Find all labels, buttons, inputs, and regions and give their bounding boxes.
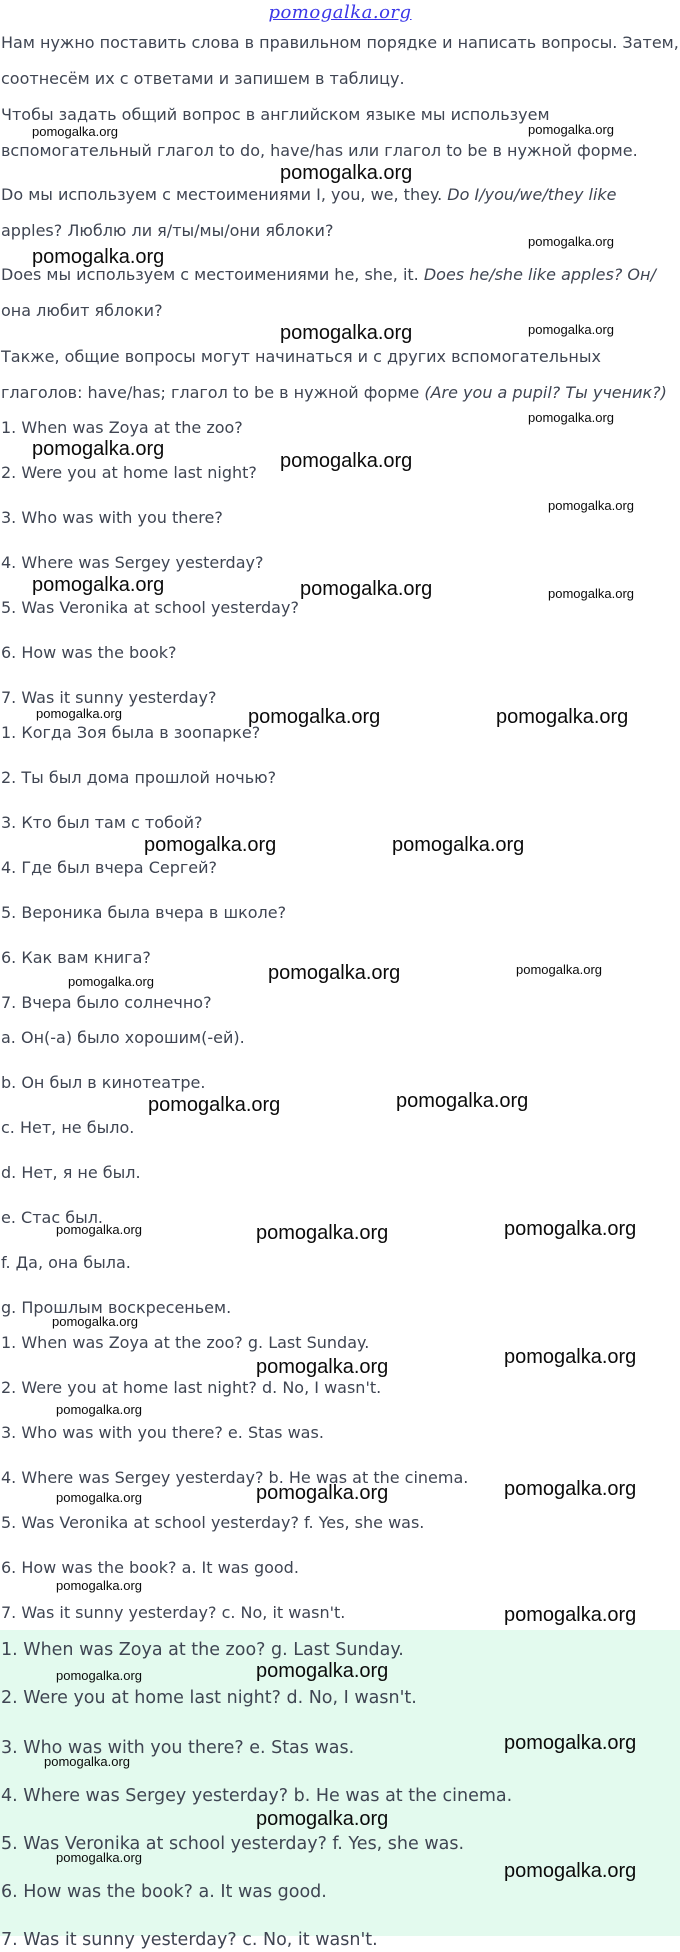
question-en: 7. Was it sunny yesterday? bbox=[1, 688, 217, 707]
intro-line: Нам нужно поставить слова в правильном порядке и написать вопросы. Затем, bbox=[1, 33, 679, 52]
watermark: pomogalka.org bbox=[280, 162, 413, 184]
matched-pair: 3. Who was with you there? e. Stas was. bbox=[1, 1423, 324, 1442]
intro-line: вспомогательный глагол to do, have/has или глагол to be в нужной форме. bbox=[1, 141, 638, 160]
watermark: pomogalka.org bbox=[496, 706, 629, 728]
intro-line: соотнесём их с ответами и запишем в таблицу. bbox=[1, 69, 405, 88]
intro-example: Do I/you/we/they like bbox=[447, 185, 617, 204]
intro-text: глаголов: have/has; глагол to be в нужной форме bbox=[1, 383, 425, 402]
watermark: pomogalka.org bbox=[44, 1754, 130, 1769]
answer-option: f. Да, она была. bbox=[1, 1253, 131, 1272]
site-link[interactable]: pomogalka.org bbox=[268, 2, 412, 23]
question-ru: 6. Как вам книга? bbox=[1, 948, 151, 967]
watermark: pomogalka.org bbox=[396, 1090, 529, 1112]
watermark: pomogalka.org bbox=[528, 322, 614, 337]
answer-table-row: 4. Where was Sergey yesterday? b. He was at the cinema. bbox=[1, 1786, 513, 1806]
matched-pair: 5. Was Veronika at school yesterday? f. Yes, she was. bbox=[1, 1513, 425, 1532]
intro-line bbox=[1, 382, 667, 404]
answer-option: a. Он(-а) было хорошим(-ей). bbox=[1, 1028, 245, 1047]
intro-example: apples? Люблю ли я/ты/мы/они яблоки? bbox=[1, 221, 334, 240]
watermark: pomogalka.org bbox=[504, 1478, 637, 1500]
question-en: 2. Were you at home last night? bbox=[1, 463, 257, 482]
question-ru: 5. Вероника была вчера в школе? bbox=[1, 903, 287, 922]
watermark: pomogalka.org bbox=[528, 410, 614, 425]
watermark: pomogalka.org bbox=[56, 1222, 142, 1237]
answer-option: b. Он был в кинотеатре. bbox=[1, 1073, 206, 1092]
watermark: pomogalka.org bbox=[68, 974, 154, 989]
watermark: pomogalka.org bbox=[268, 962, 401, 984]
watermark: pomogalka.org bbox=[56, 1490, 142, 1505]
answer-table-row: 3. Who was with you there? e. Stas was. bbox=[1, 1738, 355, 1758]
watermark: pomogalka.org bbox=[256, 1660, 389, 1682]
answer-table-row: 1. When was Zoya at the zoo? g. Last Sunday. bbox=[1, 1640, 404, 1660]
watermark: pomogalka.org bbox=[32, 574, 165, 596]
question-ru: 4. Где был вчера Сергей? bbox=[1, 858, 217, 877]
watermark: pomogalka.org bbox=[528, 122, 614, 137]
intro-line: Также, общие вопросы могут начинаться и с других вспомогательных bbox=[1, 347, 601, 366]
question-ru: 2. Ты был дома прошлой ночью? bbox=[1, 768, 277, 787]
watermark: pomogalka.org bbox=[56, 1668, 142, 1683]
watermark: pomogalka.org bbox=[144, 834, 277, 856]
watermark: pomogalka.org bbox=[56, 1578, 142, 1593]
intro-line bbox=[1, 184, 617, 206]
matched-pair: 6. How was the book? a. It was good. bbox=[1, 1558, 299, 1577]
watermark: pomogalka.org bbox=[516, 962, 602, 977]
watermark: pomogalka.org bbox=[392, 834, 525, 856]
matched-pair: 7. Was it sunny yesterday? c. No, it wasn't. bbox=[1, 1603, 346, 1622]
question-ru: 7. Вчера было солнечно? bbox=[1, 993, 212, 1012]
answer-option: g. Прошлым воскресеньем. bbox=[1, 1298, 232, 1317]
watermark: pomogalka.org bbox=[504, 1732, 637, 1754]
watermark: pomogalka.org bbox=[256, 1356, 389, 1378]
watermark: pomogalka.org bbox=[56, 1402, 142, 1417]
intro-example: (Are you a pupil? Ты ученик?) bbox=[424, 383, 667, 402]
matched-pair: 1. When was Zoya at the zoo? g. Last Sunday. bbox=[1, 1333, 370, 1352]
question-ru: 1. Когда Зоя была в зоопарке? bbox=[1, 723, 261, 742]
watermark: pomogalka.org bbox=[52, 1314, 138, 1329]
watermark: pomogalka.org bbox=[36, 706, 122, 721]
watermark: pomogalka.org bbox=[280, 322, 413, 344]
watermark: pomogalka.org bbox=[148, 1094, 281, 1116]
watermark: pomogalka.org bbox=[280, 450, 413, 472]
intro-text: Does мы используем с местоимениями he, she, it. bbox=[1, 265, 424, 284]
answer-table-row: 5. Was Veronika at school yesterday? f. Yes, she was. bbox=[1, 1834, 465, 1854]
watermark: pomogalka.org bbox=[528, 234, 614, 249]
answer-table-row: 2. Were you at home last night? d. No, I wasn't. bbox=[1, 1688, 417, 1708]
watermark: pomogalka.org bbox=[548, 586, 634, 601]
answer-option: e. Стас был. bbox=[1, 1208, 104, 1227]
question-en: 1. When was Zoya at the zoo? bbox=[1, 418, 243, 437]
intro-line: Чтобы задать общий вопрос в английском языке мы используем bbox=[1, 105, 550, 124]
watermark: pomogalka.org bbox=[504, 1604, 637, 1626]
question-en: 3. Who was with you there? bbox=[1, 508, 223, 527]
watermark: pomogalka.org bbox=[32, 246, 165, 268]
question-en: 4. Where was Sergey yesterday? bbox=[1, 553, 264, 572]
intro-text: Do мы используем с местоимениями I, you, we, they. bbox=[1, 185, 448, 204]
watermark: pomogalka.org bbox=[300, 578, 433, 600]
question-en: 5. Was Veronika at school yesterday? bbox=[1, 598, 299, 617]
intro-example: Does he/she like apples? Он/ bbox=[423, 265, 656, 284]
watermark: pomogalka.org bbox=[548, 498, 634, 513]
watermark: pomogalka.org bbox=[504, 1346, 637, 1368]
answer-option: d. Нет, я не был. bbox=[1, 1163, 141, 1182]
watermark: pomogalka.org bbox=[56, 1850, 142, 1865]
answer-table-row: 7. Was it sunny yesterday? c. No, it wasn't. bbox=[1, 1930, 378, 1950]
matched-pair: 4. Where was Sergey yesterday? b. He was at the cinema. bbox=[1, 1468, 469, 1487]
watermark: pomogalka.org bbox=[504, 1218, 637, 1240]
matched-pair: 2. Were you at home last night? d. No, I wasn't. bbox=[1, 1378, 382, 1397]
watermark: pomogalka.org bbox=[248, 706, 381, 728]
answer-table-row: 6. How was the book? a. It was good. bbox=[1, 1882, 327, 1902]
intro-example: она любит яблоки? bbox=[1, 301, 163, 320]
answer-option: c. Нет, не было. bbox=[1, 1118, 135, 1137]
watermark: pomogalka.org bbox=[256, 1808, 389, 1830]
watermark: pomogalka.org bbox=[32, 438, 165, 460]
watermark: pomogalka.org bbox=[32, 124, 118, 139]
question-ru: 3. Кто был там с тобой? bbox=[1, 813, 203, 832]
watermark: pomogalka.org bbox=[256, 1222, 389, 1244]
watermark: pomogalka.org bbox=[504, 1860, 637, 1882]
watermark: pomogalka.org bbox=[256, 1482, 389, 1504]
question-en: 6. How was the book? bbox=[1, 643, 177, 662]
